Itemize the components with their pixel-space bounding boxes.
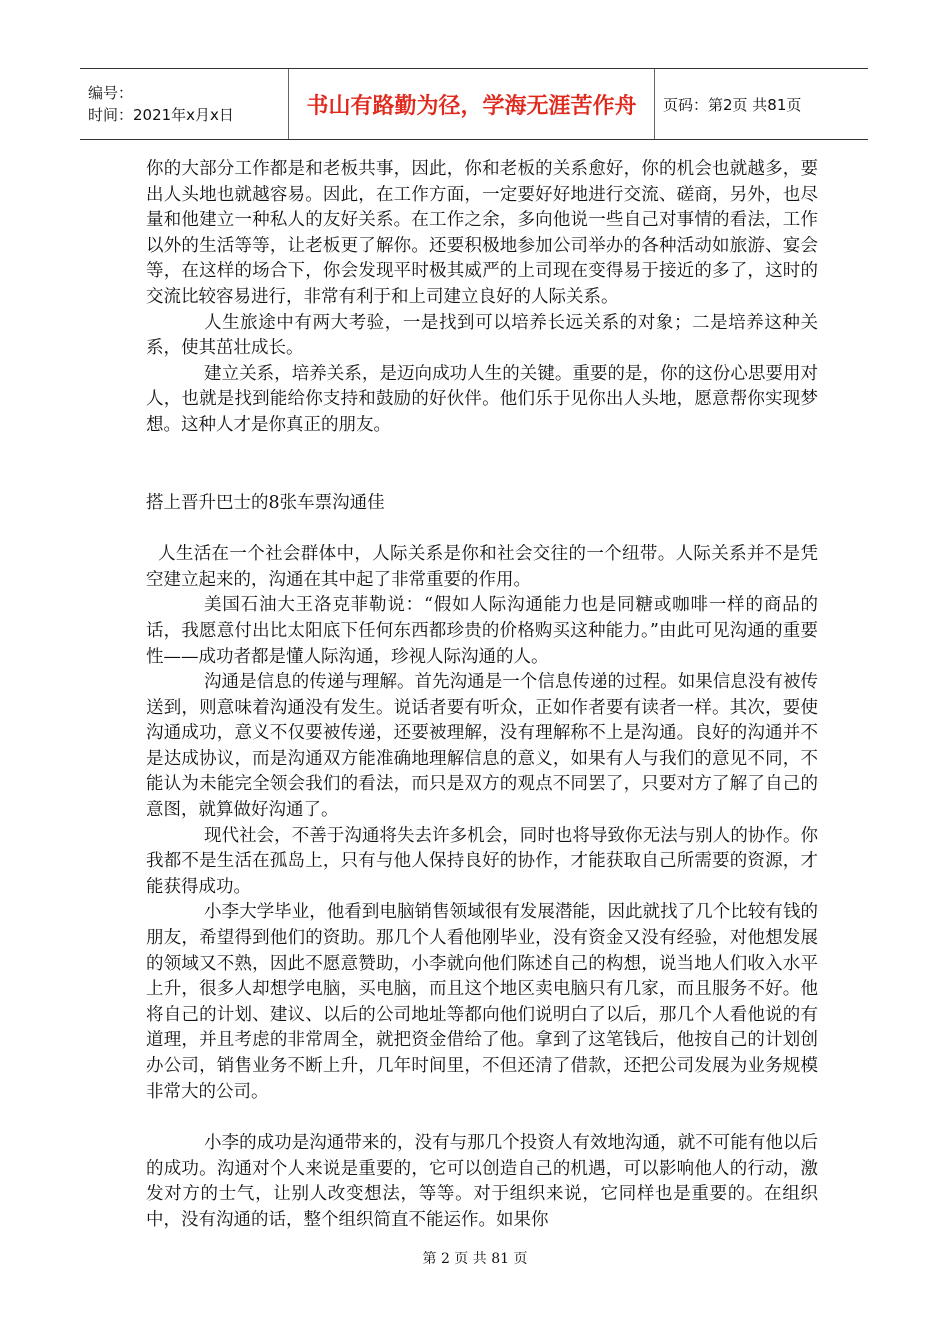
header-motto (289, 69, 655, 139)
paragraph-2: 人生旅途中有两大考验，一是找到可以培养长远关系的对象；二是培养这种关系，使其茁壮成长。 (146, 312, 818, 359)
spacer (146, 439, 818, 491)
section-heading: 搭上晋升巴士的8张车票沟通佳 (146, 492, 385, 513)
paragraph-1: 你的大部分工作都是和老板共事，因此，你和老板的关系愈好，你的机会也就越多，要出人头地也就越容易。因此，在工作方面，一定要好好地进行交流、磋商，另外，也尽量和他建立一种私人的友好关系。在工作之余，多向他说一些自己对事情的看法，工作以外的生活等等，让老板更了解你。还要积极地参加公司举办的各种活动如旅游、宴会等，在这样的场合下，你会发现平时极其威严的上司现在变得易于接近的多了，这时的交流比较容易进行，非常有利于和上司建立良好的人际关系。 (146, 159, 818, 307)
paragraph-8: 小李大学毕业，他看到电脑销售领域很有发展潜能，因此就找了几个比较有钱的朋友，希望得到他们的资助。那几个人看他刚毕业，没有资金又没有经验，对他想发展的领域又不熟，因此不愿意赞助，小李就向他们陈述自己的构想，说当地人们收入水平上升，很多人却想学电脑，买电脑，而且这个地区卖电脑只有几家，而且服务不好。他将自己的计划、建议、以后的公司地址等都向他们说明白了以后，那几个人看他说的有道理，并且考虑的非常周全，就把资金借给了他。拿到了这笔钱后，他按自己的计划创办公司，销售业务不断上升，几年时间里，不但还清了借款，还把公司发展为业务规模非常大的公司。 (146, 902, 818, 1102)
number-label: 编号： (88, 84, 134, 102)
spacer (146, 516, 818, 542)
paragraph-4: 人生活在一个社会群体中，人际关系是你和社会交往的一个纽带。人际关系并不是凭空建立起来的，沟通在其中起了非常重要的作用。 (146, 544, 818, 590)
document-body (146, 157, 818, 1234)
paragraph-9: 小李的成功是沟通带来的，没有与那几个投资人有效地沟通，就不可能有他以后的成功。沟通对个人来说是重要的，它可以创造自己的机遇，可以影响他人的行动，激发对方的士气，让别人改变想法，等等。对于组织来说，它同样也是重要的。在组织中，没有沟通的话，整个组织简直不能运作。如果你 (146, 1133, 818, 1230)
document-header (80, 68, 868, 140)
header-meta (80, 69, 289, 139)
paragraph-6: 沟通是信息的传递与理解。首先沟通是一个信息传递的过程。如果信息没有被传送到，则意味着沟通没有发生。说话者要有听众，正如作者要有读者一样。其次，要使沟通成功，意义不仅要被传递，还要被理解，没有理解称不上是沟通。良好的沟通并不是达成协议，而是沟通双方能准确地理解信息的意义，如果有人与我们的意见不同，不能认为未能完全领会我们的看法，而只是双方的观点不同罢了，只要对方了解了自己的意图，就算做好沟通了。 (146, 672, 818, 821)
motto-text: 书山有路勤为径，学海无涯苦作舟 (306, 93, 637, 119)
page-label: 页码：第2页 共81页 (663, 95, 802, 114)
paragraph-5: 美国石油大王洛克菲勒说：“假如人际沟通能力也是同糖或咖啡一样的商品的话，我愿意付出比太阳底下任何东西都珍贵的价格购买这种能力。”由此可见沟通的重要性——成功者都是懂人际沟通，珍视人际沟通的人。 (146, 595, 818, 667)
paragraph-3: 建立关系，培养关系，是迈向成功人生的关键。重要的是，你的这份心思要用对人，也就是找到能给你支持和鼓励的好伙伴。他们乐于见你出人头地，愿意帮你实现梦想。这种人才是你真正的朋友。 (146, 363, 818, 435)
time-label: 时间：2021年x月x日 (88, 106, 234, 124)
page-footer (0, 1248, 950, 1268)
footer-page-number: 第 2 页 共 81 页 (422, 1251, 528, 1267)
paragraph-7: 现代社会，不善于沟通将失去许多机会，同时也将导致你无法与别人的协作。你我都不是生活在孤岛上，只有与他人保持良好的协作，才能获取自己所需要的资源，才能获得成功。 (146, 825, 818, 897)
header-page-info (655, 69, 868, 139)
spacer (146, 1105, 818, 1131)
